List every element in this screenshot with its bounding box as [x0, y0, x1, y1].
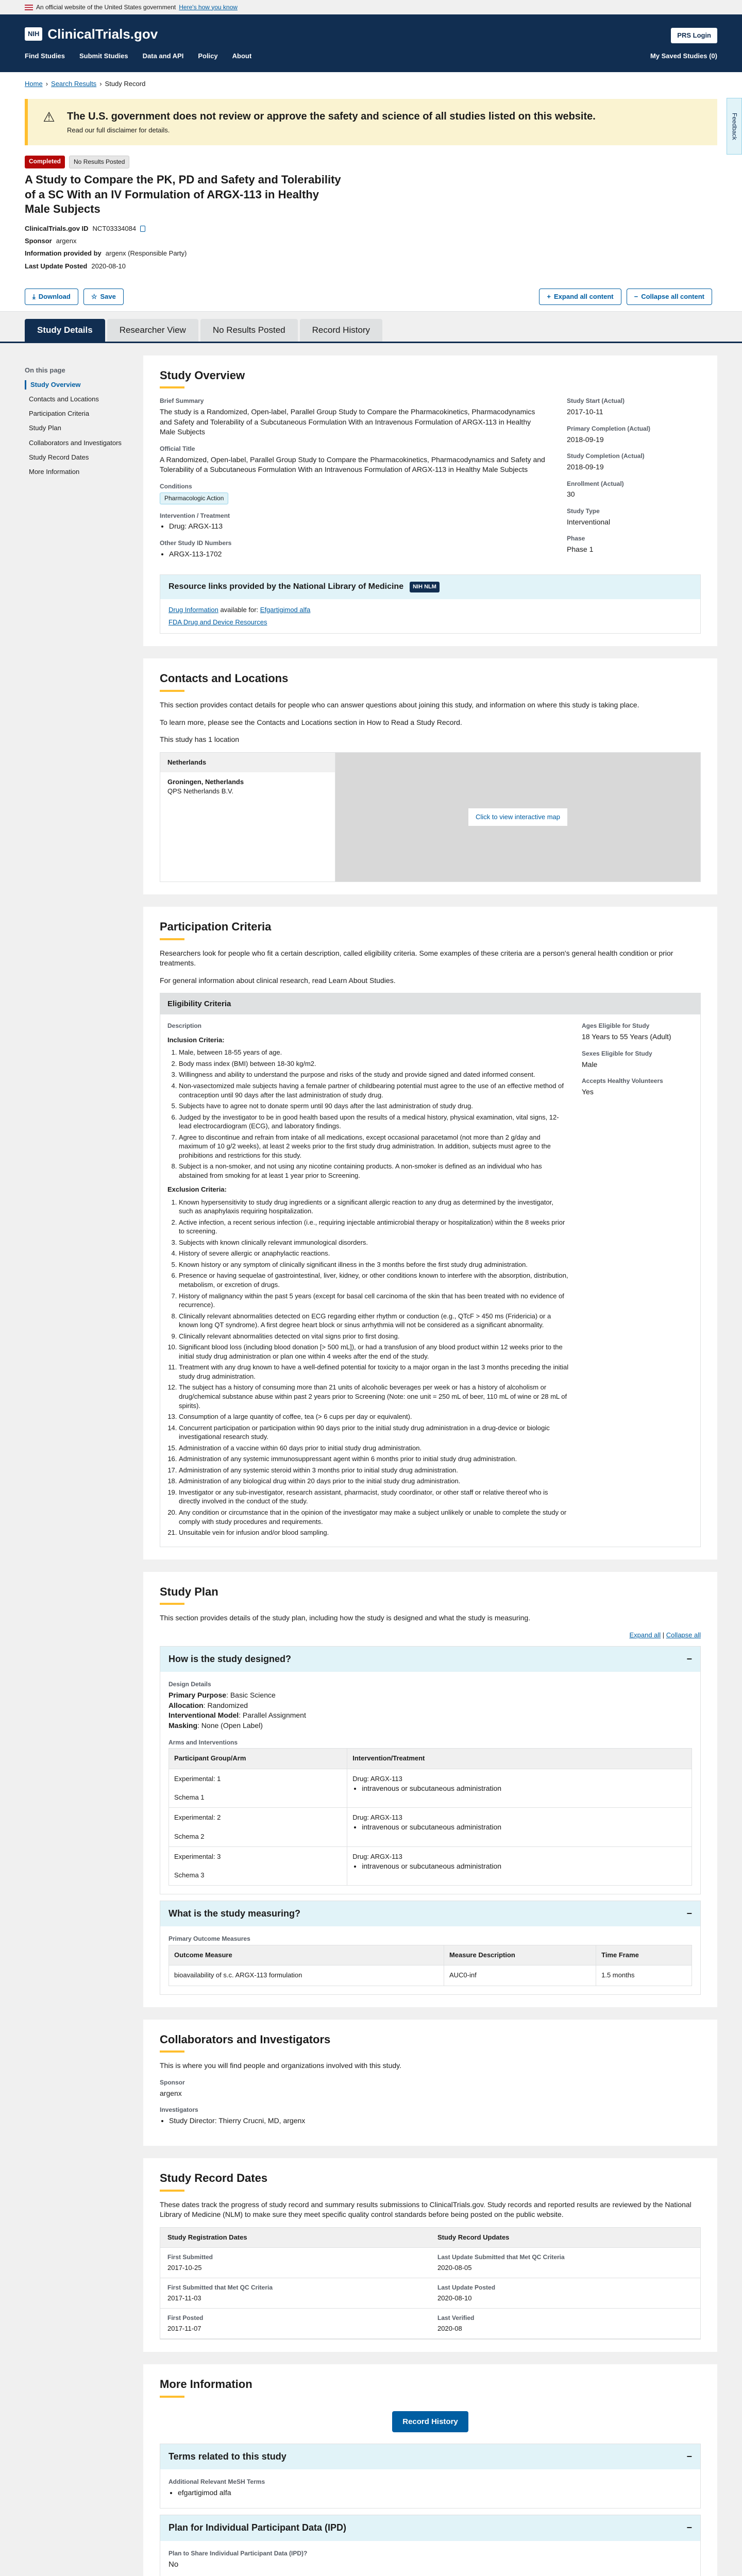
criteria-item: 3. Willingness and ability to understand the purpose and risks of the study and provide signed and dated informed consent. [179, 1070, 569, 1079]
inclusion-label: Inclusion Criteria: [167, 1036, 225, 1044]
location-list [160, 753, 335, 882]
official-title: A Randomized, Open-label, Parallel Group Study to Compare the Pharmacokinetics, Pharmacodynamics and Safety and Tolerability of a Subcutaneous Formulation With an Intravenous Formulation of ARGX-113 in Healthy Male Subjects [160, 455, 545, 474]
condition-chip[interactable]: Pharmacologic Action [160, 493, 228, 504]
ipd-accordion-header[interactable]: Plan for Individual Participant Data (IPD) − [160, 2515, 700, 2540]
sidenav-item-dates[interactable]: Study Record Dates [29, 453, 89, 461]
study-plan-section: Study Plan This section provides details of the study plan, including how the study is designed and what the study is measuring. Expand all | Collapse all How is the study designed? − Design Details Primary Purpose: Basic Science Allocation: Randomized Interventional Model: Parallel Assignment Masking: None (Open Label) Arms and Interventions Participant Group/Arm Intervention/Treatment Experimental: 1 Schema 1 Drug: ARGX-113 • intravenous or subcutaneous administration Experimental: 2 Schema 2 Drug: ARGX-113 • intravenous or subcutaneous administration Experimental: 3 Schema 3 Drug: ARGX-113 • intravenous or subcutaneous administration What is the study measuring? − Primary Outcome Measures Outcome Measure Measure Description Time Frame bioavailability of s.c. ARGX-113 formulation AUC0-inf 1.5 months [143, 1572, 717, 2007]
criteria-item: 15. Administration of a vaccine within 60 days prior to initial study drug administration. [179, 1444, 569, 1453]
tab-study-details[interactable]: Study Details [25, 319, 105, 342]
status-badge: Completed [25, 156, 65, 168]
contacts-heading: Contacts and Locations [160, 672, 289, 685]
intervention-label: Intervention / Treatment [160, 512, 230, 519]
nct-id: NCT03334084 [92, 224, 137, 232]
more-info-section [143, 2364, 717, 2576]
main-nav [25, 52, 717, 61]
location-item[interactable]: Groningen, Netherlands QPS Netherlands B.V. [167, 777, 244, 795]
disclaimer-text: Read our full disclaimer for details. [67, 126, 170, 134]
collapse-icon: − [686, 1908, 692, 1919]
content [143, 355, 717, 2576]
arms-table: Participant Group/Arm Intervention/Treatment Experimental: 1 Schema 1 Drug: ARGX-113 • intravenous or subcutaneous administration Experimental: 2 Schema 2 Drug: ARGX-113 • intravenous or subcutaneous administration Experimental: 3 Schema 3 Drug: ARGX-113 • intravenous or subcutaneous administration [168, 1748, 692, 1886]
criteria-item: 2. Body mass index (BMI) between 18-30 kg/m2. [179, 1059, 569, 1069]
sidenav-title: On this page [25, 366, 65, 374]
study-title: A Study to Compare the PK, PD and Safety and Tolerability of a SC With an IV Formulation of ARGX-113 in Healthy Male Subjects [25, 173, 341, 216]
location-map[interactable] [335, 753, 700, 882]
copy-icon[interactable] [140, 226, 145, 232]
sexes-eligible: Male [582, 1060, 598, 1069]
record-dates-section: Study Record Dates These dates track the progress of study record and summary results submissions to ClinicalTrials.gov. Study records and reported results are reviewed by the National Library of Medicine (NLM) to make sure they meet specific quality control standards before being posted on the public website. Study Registration Dates Study Record Updates First Submitted 2017-10-25 Last Update Submitted that Met QC Criteria 2020-08-05 First Submitted that Met QC Criteria 2017-11-03 Last Update Posted 2020-08-10 First Posted 2017-11-07 Last Verified 2020-08 [143, 2158, 717, 2352]
nih-logo: NIH [25, 27, 42, 41]
sidenav-item-collaborators[interactable]: Collaborators and Investigators [29, 438, 122, 447]
other-id-item: • ARGX-113-1702 [169, 549, 546, 560]
sidenav-item-plan[interactable]: Study Plan [29, 424, 61, 432]
contacts-learn: To learn more, please see the Contacts and Locations section in How to Read a Study Record. [160, 718, 462, 726]
primary-completion: 2018-09-19 [567, 435, 604, 444]
eligibility-facts: Ages Eligible for Study 18 Years to 55 Years (Adult) Sexes Eligible for Study Male Accepts Healthy Volunteers Yes [569, 1022, 693, 1539]
breadcrumb-search[interactable]: Search Results [51, 80, 97, 88]
criteria-item: 8. Subject is a non-smoker, and not using any nicotine containing products. A non-smoker is defined as an individual who has abstained from smoking for at least 1 year prior to Screening. [179, 1162, 569, 1180]
gov-banner [0, 0, 742, 14]
tab-researcher-view[interactable]: Researcher View [107, 319, 198, 342]
download-icon: ⤓ [32, 292, 36, 300]
outcome-table: Outcome Measure Measure Description Time Frame bioavailability of s.c. ARGX-113 formulation AUC0-inf 1.5 months [168, 1945, 692, 1986]
study-type: Interventional [567, 517, 611, 526]
results-badge: No Results Posted [69, 156, 129, 168]
contacts-section [143, 658, 717, 894]
participation-section [143, 907, 717, 1560]
plus-icon: + [547, 292, 551, 300]
criteria-item: 16. Administration of any systemic immunosuppressant agent within 6 months prior to initial study drug administration. [179, 1454, 569, 1464]
sponsor-label: Sponsor [25, 237, 52, 245]
criteria-item: 4. Non-vasectomized male subjects having a female partner of childbearing potential must agree to the use of an effective method of contraception until 90 days after the last administration of study drug. [179, 1081, 569, 1099]
participation-heading: Participation Criteria [160, 920, 272, 933]
sidenav-item-contacts[interactable]: Contacts and Locations [29, 395, 99, 403]
criteria-item: 8. Clinically relevant abnormalities detected on ECG regarding either rhythm or conduction (e.g., QTcF > 450 ms (Fridericia) or a known long QT syndrome). A first degree heart block or sinus arrhythmia will not be considered as a significant abnormality. [179, 1312, 569, 1330]
breadcrumb-home[interactable]: Home [25, 80, 43, 88]
location-count: This study has 1 location [160, 735, 240, 744]
criteria-item: 7. Agree to discontinue and refrain from intake of all medications, except occasional paracetamol (not more than 2 g/day and maximum of 10 g/2 weeks), at least 2 weeks prior to the first study drug administration. In addition, subjects must agree to the prohibitions and restrictions for this study. [179, 1133, 569, 1160]
official-title-label: Official Title [160, 445, 195, 453]
record-history-button[interactable]: Record History [392, 2411, 468, 2432]
nlm-logo: NIH NLM [410, 582, 440, 592]
bookmark-icon: ☆ [91, 292, 97, 300]
dates-heading: Study Record Dates [160, 2171, 268, 2184]
brief-summary-label: Brief Summary [160, 397, 204, 405]
exclusion-list [167, 1198, 569, 1537]
study-header [0, 154, 742, 282]
brief-summary: The study is a Randomized, Open-label, Parallel Group Study to Compare the Pharmacokinetics, Pharmacodynamics and Safety and Tolerability of a Subcutaneous Formulation With an Intravenous Formulation of ARGX-113 in Healthy Male Subjects [160, 408, 535, 436]
table-row: Experimental: 3 Schema 3 Drug: ARGX-113 • intravenous or subcutaneous administration [169, 1846, 692, 1886]
nav-saved-studies[interactable]: My Saved Studies (0) [650, 52, 717, 60]
nlm-resources: Resource links provided by the National Library of Medicine NIH NLM Drug Information available for: Efgartigimod alfa FDA Drug and Device Resources [160, 574, 701, 634]
site-header [0, 14, 742, 72]
nav-about[interactable]: About [232, 52, 252, 60]
criteria-item: 11. Treatment with any drug known to have a well-defined potential for toxicity to a major organ in the last 3 months preceding the initial study drug administration. [179, 1363, 569, 1381]
page-body [0, 343, 742, 2576]
disclaimer-title: The U.S. government does not review or approve the safety and science of all studies listed on this website. [67, 111, 596, 123]
resources-heading: Resource links provided by the National Library of Medicine [168, 582, 404, 591]
criteria-item: 5. Known history or any symptom of clinically significant illness in the 3 months before the first study drug administration. [179, 1260, 569, 1269]
us-flag-icon [25, 5, 33, 10]
study-completion: 2018-09-19 [567, 463, 604, 471]
update-label: Last Update Posted [25, 262, 88, 270]
table-row: Experimental: 2 Schema 2 Drug: ARGX-113 • intravenous or subcutaneous administration [169, 1808, 692, 1847]
criteria-item: 2. Active infection, a recent serious infection (i.e., requiring injectable antimicrobial therapy or hospitalization) within the 8 weeks prior to screening. [179, 1218, 569, 1236]
country-heading: Netherlands [160, 753, 335, 772]
criteria-item: 3. Subjects with known clinically relevant immunological disorders. [179, 1238, 569, 1247]
plan-heading: Study Plan [160, 1585, 218, 1598]
nav-policy[interactable]: Policy [198, 52, 218, 60]
expand-all-button[interactable]: + Expand all content [539, 289, 621, 305]
nav-find-studies[interactable]: Find Studies [25, 52, 65, 60]
enrollment: 30 [567, 490, 575, 499]
disclaimer-alert [25, 99, 717, 145]
tab-no-results[interactable]: No Results Posted [200, 319, 298, 342]
prs-login-button[interactable]: PRS Login [671, 28, 717, 43]
collab-sponsor: argenx [160, 2089, 182, 2097]
criteria-item: 10. Significant blood loss (including blood donation [> 500 mL]), or had a transfusion of any blood product within 12 weeks prior to the initial study drug administration or plan one within 4 weeks after the end of the study. [179, 1343, 569, 1361]
gov-banner-link[interactable]: Here's how you know [179, 3, 238, 11]
nct-label: ClinicalTrials.gov ID [25, 224, 89, 232]
on-this-page-nav [25, 355, 143, 2576]
criteria-item: 18. Administration of any biological drug within 20 days prior to the initial study drug administration. [179, 1477, 569, 1486]
study-overview-section [143, 355, 717, 647]
sponsor-value: argenx [56, 237, 77, 245]
eligibility-title: Eligibility Criteria [160, 993, 700, 1014]
criteria-item: 1. Known hypersensitivity to study drug ingredients or a significant allergic reaction to any drug as determined by the investigator, such as anaphylaxis requiring hospitalization. [179, 1198, 569, 1216]
sidenav-item-overview[interactable]: Study Overview [25, 380, 143, 389]
criteria-item: 20. Any condition or circumstance that in the opinion of the investigator may make a subject unlikely or unable to complete the study or comply with study procedures and requirements. [179, 1508, 569, 1526]
more-heading: More Information [160, 2377, 252, 2391]
warning-icon: ⚠ [43, 109, 55, 125]
study-tabs [0, 312, 742, 343]
criteria-item: 13. Consumption of a large quantity of coffee, tea (> 6 cups per day or equivalent). [179, 1412, 569, 1421]
sidenav-item-more[interactable]: More Information [29, 468, 80, 476]
drug-info-link[interactable]: Drug Information [168, 605, 218, 614]
conditions-label: Conditions [160, 483, 192, 490]
eligibility-box: Eligibility Criteria Description Inclusion Criteria: 1. Male, between 18-55 years of age. 2. Body mass index (BMI) between 18-30 kg/m2. 3. Willingness and ability to understand the purpose and risks of the study and provide signed and dated informed consent. 4. Non-vasectomized male subjects having a female partner of childbearing potential must agree to the use of an effective method of contraception until 90 days after the last administration of study drug. 5. Subjects have to agree not to donate sperm until 90 days after the last administration of study drug. 6. Judged by the investigator to be in good health based upon the results of a medical history, physical examination, vital signs, 12-lead electrocardiogram (ECG), and laboratory findings. 7. Agree to discontinue and refrain from intake of all medications, except occasional paracetamol (not more than 2 g/day and maximum of 10 g/2 weeks), at least 2 weeks prior to the first study drug administration. In addition, subjects must agree to the prohibitions and restrictions for this study. 8. Subject is a non-smoker, and not using any nicotine containing products. A non-smoker is defined as an individual who has abstained from smoking for at least 1 year prior to Screening. Exclusion Criteria: 1. Known hypersensitivity to study drug ingredients or a significant allergic reaction to any drug as determined by the investigator, such as anaphylaxis requiring hospitalization. 2. Active infection, a recent serious infection (i.e., requiring injectable antimicrobial therapy or hospitalization) within the 8 weeks prior to screening. 3. Subjects with known clinically relevant immunological disorders. 4. History of severe allergic or anaphylactic reactions. 5. Known history or any symptom of clinically significant illness in the 3 months before the first study drug administration. 6. Presence or having sequelae of gastrointestinal, liver, kidney, or other conditions known to interfere with the absorption, distribution, metabolism, or excretion of drugs. 7. History of malignancy within the past 5 years (except for basal cell carcinoma of the skin that has been treated with no evidence of recurrence). 8. Clinically relevant abnormalities detected on ECG regarding either rhythm or conduction (e.g., QTcF > 450 ms (Fridericia) or a known long QT syndrome). A first degree heart block or sinus arrhythmia will not be considered as a significant abnormality. 9. Clinically relevant abnormalities detected on vital signs prior to first dosing. 10. Significant blood loss (including blood donation [> 500 mL]), or had a transfusion of any blood product within 12 weeks prior to the initial study drug administration or plan one within 4 weeks after the end of the study. 11. Treatment with any drug known to have a well-defined potential for toxicity to a major organ in the last 3 months preceding the initial study drug administration. 12. The subject has a history of consuming more than 21 units of alcoholic beverages per week or has a history of alcoholism or drug/chemical substance abuse within past 2 years prior to Screening (Note: one unit = 250 mL of beer, 110 mL of wine or 28 mL of spirits). 13. Consumption of a large quantity of coffee, tea (> 6 cups per day or equivalent). 14. Concurrent participation or participation within 90 days prior to the initial study drug administration in a drug-device or biologic investigational research study. 15. Administration of a vaccine within 60 days prior to initial study drug administration. 16. Administration of any systemic immunosuppressant agent within 6 months prior to initial study drug administration. 17. Administration of any systemic steroid within 3 months prior to initial study drug administration. 18. Administration of any biological drug within 20 days prior to the initial study drug administration. 19. Investigator or any sub-investigator, research assistant, pharmacist, study coordinator, or other staff or relative thereof who is directly involved in the conduct of the study. 20. Any condition or circumstance that in the opinion of the investigator may make a subject unlikely or unable to complete the study or comply with study procedures and requirements. 21. Unsuitable vein for infusion and/or blood sampling. Ages Eligible for Study 18 Years to 55 Years (Adult) Sexes Eligible for Study Male Accepts Healthy Volunteers Yes [160, 993, 701, 1547]
view-map-button[interactable]: Click to view interactive map [468, 808, 567, 826]
main [0, 72, 742, 312]
minus-icon: − [634, 292, 638, 300]
gov-banner-text: An official website of the United States government [36, 3, 176, 11]
participation-text2: For general information about clinical research, read Learn About Studies. [160, 976, 396, 985]
phase: Phase 1 [567, 545, 594, 554]
breadcrumb-current: Study Record [105, 80, 146, 88]
overview-heading: Study Overview [160, 368, 245, 382]
criteria-item: 21. Unsuitable vein for infusion and/or blood sampling. [179, 1528, 569, 1537]
nav-data-api[interactable]: Data and API [142, 52, 184, 60]
table-row: bioavailability of s.c. ARGX-113 formulation AUC0-inf 1.5 months [169, 1965, 692, 1986]
criteria-item: 17. Administration of any systemic steroid within 3 months prior to initial study drug administration. [179, 1466, 569, 1475]
nav-submit-studies[interactable]: Submit Studies [79, 52, 128, 60]
other-ids-label: Other Study ID Numbers [160, 539, 232, 547]
design-accordion: How is the study designed? − Design Details Primary Purpose: Basic Science Allocation: Randomized Interventional Model: Parallel Assignment Masking: None (Open Label) Arms and Interventions Participant Group/Arm Intervention/Treatment Experimental: 1 Schema 1 Drug: ARGX-113 • intravenous or subcutaneous administration Experimental: 2 Schema 2 Drug: ARGX-113 • intravenous or subcutaneous administration Experimental: 3 Schema 3 Drug: ARGX-113 • intravenous or subcutaneous administration [160, 1646, 701, 1894]
collapse-icon: − [686, 2451, 692, 2462]
save-button[interactable]: ☆ Save [83, 289, 124, 305]
tab-record-history[interactable]: Record History [300, 319, 382, 342]
criteria-item: 6. Judged by the investigator to be in good health based upon the results of a medical history, physical examination, vital signs, 12-lead electrocardiogram (ECG), and laboratory findings. [179, 1113, 569, 1131]
collapse-icon: − [686, 1654, 692, 1665]
table-row: Experimental: 1 Schema 1 Drug: ARGX-113 • intravenous or subcutaneous administration [169, 1769, 692, 1808]
info-label: Information provided by [25, 249, 102, 258]
terms-accordion: Terms related to this study − Additional Relevant MeSH Terms • efgartigimod alfa [160, 2444, 701, 2509]
efgartigimod-link[interactable]: Efgartigimod alfa [260, 605, 311, 614]
terms-accordion-header[interactable]: Terms related to this study − [160, 2444, 700, 2469]
criteria-item: 6. Presence or having sequelae of gastrointestinal, liver, kidney, or other conditions known to interfere with the absorption, distribution, metabolism, or excretion of drugs. [179, 1271, 569, 1289]
plan-collapse-all[interactable]: Collapse all [666, 1631, 701, 1639]
measure-accordion-header[interactable]: What is the study measuring? − [160, 1901, 700, 1926]
breadcrumb: Home › Search Results › Study Record [0, 72, 742, 91]
ipd-accordion: Plan for Individual Participant Data (IPD) − Plan to Share Individual Participant Data (IPD)? No [160, 2515, 701, 2576]
criteria-item: 12. The subject has a history of consuming more than 21 units of alcoholic beverages per week or has a history of alcoholism or drug/chemical substance abuse within past 2 years prior to Screening (Note: one unit = 250 mL of beer, 110 mL of wine or 28 mL of spirits). [179, 1383, 569, 1410]
exclusion-label: Exclusion Criteria: [167, 1185, 227, 1194]
fda-resources-link[interactable]: FDA Drug and Device Resources [168, 618, 267, 626]
criteria-item: 7. History of malignancy within the past 5 years (except for basal cell carcinoma of the skin that has been treated with no evidence of recurrence). [179, 1292, 569, 1310]
inclusion-list [167, 1048, 569, 1180]
intervention-item: • Drug: ARGX-113 [169, 521, 546, 532]
study-start: 2017-10-11 [567, 408, 603, 416]
design-details: Primary Purpose: Basic Science Allocation: Randomized Interventional Model: Parallel Assignment Masking: None (Open Label) [168, 1691, 306, 1730]
investigator-item: • Study Director: Thierry Crucni, MD, argenx [169, 2116, 701, 2126]
download-button[interactable]: ⤓ Download [25, 289, 78, 305]
criteria-item: 9. Clinically relevant abnormalities detected on vital signs prior to first dosing. [179, 1332, 569, 1341]
sidenav-item-participation[interactable]: Participation Criteria [29, 410, 90, 418]
update-value: 2020-08-10 [91, 262, 126, 270]
contacts-text: This section provides contact details for people who can answer questions about joining this study, and information on where this study is taking place. [160, 700, 639, 709]
criteria-item: 4. History of severe allergic or anaphylactic reactions. [179, 1249, 569, 1258]
criteria-item: 19. Investigator or any sub-investigator, research assistant, pharmacist, study coordinator, or other staff or relative thereof who is directly involved in the conduct of the study. [179, 1488, 569, 1506]
overview-facts: Study Start (Actual) 2017-10-11 Primary Completion (Actual) 2018-09-19 Study Completion (Actual) 2018-09-19 Enrollment (Actual) 30 Study Type Interventional Phase Phase 1 [567, 397, 701, 566]
measure-accordion: What is the study measuring? − Primary Outcome Measures Outcome Measure Measure Description Time Frame bioavailability of s.c. ARGX-113 formulation AUC0-inf 1.5 months [160, 1901, 701, 1994]
dates-grid: Study Registration Dates Study Record Updates First Submitted 2017-10-25 Last Update Submitted that Met QC Criteria 2020-08-05 First Submitted that Met QC Criteria 2017-11-03 Last Update Posted 2020-08-10 First Posted 2017-11-07 Last Verified 2020-08 [160, 2227, 701, 2340]
participation-text: Researchers look for people who fit a certain description, called eligibility criteria. Some examples of these criteria are a person's general health condition or prior treatments. [160, 948, 673, 968]
collapse-all-button[interactable]: − Collapse all content [627, 289, 712, 305]
criteria-item: 5. Subjects have to agree not to donate sperm until 90 days after the last administration of study drug. [179, 1101, 569, 1111]
criteria-item: 1. Male, between 18-55 years of age. [179, 1048, 569, 1057]
criteria-item: 14. Concurrent participation or participation within 90 days prior to the initial study drug administration in a drug-device or biologic investigational research study. [179, 1423, 569, 1442]
action-bar [0, 282, 742, 312]
collapse-icon: − [686, 2522, 692, 2533]
feedback-tab[interactable]: Feedback [727, 98, 742, 155]
site-logo[interactable] [25, 25, 158, 43]
ages-eligible: 18 Years to 55 Years (Adult) [582, 1032, 671, 1041]
collaborators-section: Collaborators and Investigators This is where you will find people and organizations involved with this study. Sponsor argenx Investigators • Study Director: Thierry Crucni, MD, argenx [143, 2020, 717, 2146]
healthy-volunteers: Yes [582, 1087, 594, 1096]
info-value: argenx (Responsible Party) [105, 249, 187, 258]
plan-text: This section provides details of the study plan, including how the study is designed and what the study is measuring. [160, 1614, 531, 1622]
site-name: ClinicalTrials.gov [47, 26, 158, 42]
plan-expand-all[interactable]: Expand all [629, 1631, 661, 1639]
design-accordion-header[interactable]: How is the study designed? − [160, 1647, 700, 1672]
collab-heading: Collaborators and Investigators [160, 2032, 331, 2046]
